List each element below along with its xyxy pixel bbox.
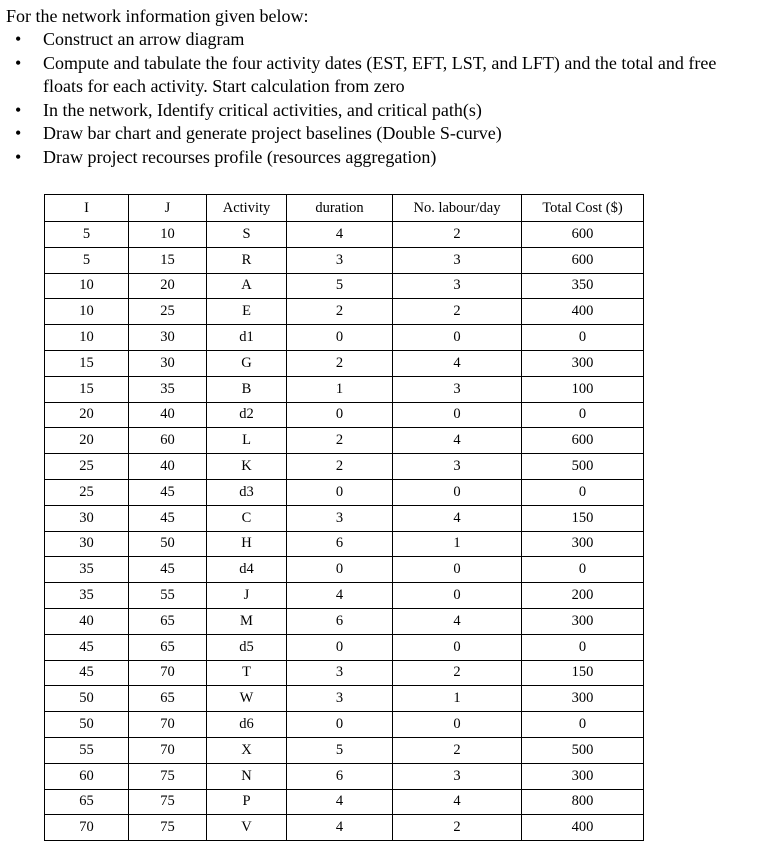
cell-duration: 3	[287, 686, 393, 712]
cell-activity: C	[207, 505, 287, 531]
table-row	[45, 789, 644, 815]
cell-j: 45	[129, 479, 207, 505]
table-row	[45, 273, 644, 299]
cell-duration: 3	[287, 247, 393, 273]
cell-duration: 4	[287, 222, 393, 248]
cell-duration: 6	[287, 608, 393, 634]
cell-labour: 0	[393, 325, 522, 351]
activity-table	[44, 194, 644, 841]
table-body	[45, 222, 644, 841]
cell-total-cost: 800	[522, 789, 644, 815]
cell-activity: R	[207, 247, 287, 273]
table-row	[45, 608, 644, 634]
cell-duration: 4	[287, 815, 393, 841]
header-total-cost: Total Cost ($)	[522, 195, 644, 222]
cell-activity: d5	[207, 634, 287, 660]
cell-duration: 0	[287, 325, 393, 351]
bullet-icon: •	[15, 29, 22, 49]
header-duration: duration	[287, 195, 393, 222]
cell-i: 50	[45, 712, 129, 738]
cell-labour: 4	[393, 428, 522, 454]
cell-total-cost: 200	[522, 583, 644, 609]
cell-j: 70	[129, 660, 207, 686]
cell-duration: 3	[287, 660, 393, 686]
cell-total-cost: 300	[522, 350, 644, 376]
cell-j: 65	[129, 686, 207, 712]
bullet-icon: •	[15, 99, 22, 120]
table-row	[45, 299, 644, 325]
cell-labour: 0	[393, 557, 522, 583]
task-item	[6, 122, 751, 146]
cell-labour: 3	[393, 763, 522, 789]
cell-j: 65	[129, 608, 207, 634]
bullet-icon: •	[15, 123, 22, 143]
intro-heading: For the network information given below:	[6, 6, 309, 26]
cell-i: 30	[45, 505, 129, 531]
cell-total-cost: 300	[522, 531, 644, 557]
cell-total-cost: 0	[522, 479, 644, 505]
table-row	[45, 479, 644, 505]
table-row	[45, 376, 644, 402]
cell-j: 10	[129, 222, 207, 248]
task-item	[6, 28, 751, 52]
cell-j: 25	[129, 299, 207, 325]
cell-total-cost: 0	[522, 325, 644, 351]
cell-total-cost: 300	[522, 686, 644, 712]
cell-duration: 5	[287, 737, 393, 763]
cell-duration: 0	[287, 712, 393, 738]
cell-j: 40	[129, 454, 207, 480]
cell-duration: 2	[287, 454, 393, 480]
cell-labour: 4	[393, 608, 522, 634]
cell-j: 35	[129, 376, 207, 402]
cell-j: 70	[129, 712, 207, 738]
cell-duration: 0	[287, 557, 393, 583]
cell-duration: 0	[287, 402, 393, 428]
cell-i: 15	[45, 350, 129, 376]
assignment-intro	[6, 4, 751, 169]
cell-i: 20	[45, 428, 129, 454]
cell-labour: 4	[393, 505, 522, 531]
cell-i: 50	[45, 686, 129, 712]
table-row	[45, 737, 644, 763]
cell-total-cost: 0	[522, 634, 644, 660]
table-row	[45, 815, 644, 841]
cell-j: 70	[129, 737, 207, 763]
cell-total-cost: 0	[522, 402, 644, 428]
cell-labour: 4	[393, 789, 522, 815]
cell-labour: 3	[393, 454, 522, 480]
table-row	[45, 583, 644, 609]
cell-duration: 0	[287, 479, 393, 505]
cell-i: 45	[45, 660, 129, 686]
cell-total-cost: 0	[522, 712, 644, 738]
task-text: In the network, Identify critical activities, and critical path(s)	[43, 99, 482, 120]
cell-duration: 0	[287, 634, 393, 660]
cell-labour: 0	[393, 712, 522, 738]
cell-labour: 0	[393, 402, 522, 428]
cell-j: 75	[129, 789, 207, 815]
cell-i: 5	[45, 222, 129, 248]
cell-activity: E	[207, 299, 287, 325]
cell-labour: 3	[393, 376, 522, 402]
cell-duration: 1	[287, 376, 393, 402]
cell-labour: 2	[393, 815, 522, 841]
cell-activity: d6	[207, 712, 287, 738]
cell-activity: V	[207, 815, 287, 841]
cell-duration: 6	[287, 763, 393, 789]
cell-labour: 0	[393, 634, 522, 660]
cell-duration: 5	[287, 273, 393, 299]
cell-total-cost: 150	[522, 505, 644, 531]
task-item	[6, 52, 751, 99]
cell-activity: J	[207, 583, 287, 609]
cell-activity: G	[207, 350, 287, 376]
cell-i: 10	[45, 299, 129, 325]
bullet-icon: •	[15, 146, 22, 167]
task-item	[6, 99, 751, 123]
cell-i: 55	[45, 737, 129, 763]
cell-i: 35	[45, 557, 129, 583]
cell-j: 20	[129, 273, 207, 299]
cell-j: 75	[129, 763, 207, 789]
cell-activity: S	[207, 222, 287, 248]
cell-duration: 4	[287, 789, 393, 815]
cell-labour: 0	[393, 479, 522, 505]
table-row	[45, 222, 644, 248]
task-text: Draw project recourses profile (resources aggregation)	[43, 146, 437, 167]
cell-total-cost: 150	[522, 660, 644, 686]
bullet-icon: •	[15, 52, 22, 73]
cell-total-cost: 600	[522, 222, 644, 248]
cell-j: 55	[129, 583, 207, 609]
cell-i: 25	[45, 479, 129, 505]
header-activity: Activity	[207, 195, 287, 222]
cell-activity: W	[207, 686, 287, 712]
cell-j: 45	[129, 557, 207, 583]
table-row	[45, 660, 644, 686]
cell-i: 65	[45, 789, 129, 815]
cell-j: 60	[129, 428, 207, 454]
cell-total-cost: 500	[522, 737, 644, 763]
cell-activity: A	[207, 273, 287, 299]
cell-activity: P	[207, 789, 287, 815]
table-row	[45, 686, 644, 712]
cell-labour: 2	[393, 737, 522, 763]
cell-duration: 2	[287, 350, 393, 376]
cell-i: 5	[45, 247, 129, 273]
task-text: Draw bar chart and generate project baselines (Double S-curve)	[43, 123, 502, 143]
table-row	[45, 428, 644, 454]
cell-duration: 3	[287, 505, 393, 531]
table-row	[45, 325, 644, 351]
cell-duration: 4	[287, 583, 393, 609]
cell-j: 15	[129, 247, 207, 273]
header-labour: No. labour/day	[393, 195, 522, 222]
cell-i: 25	[45, 454, 129, 480]
cell-total-cost: 300	[522, 763, 644, 789]
cell-total-cost: 400	[522, 299, 644, 325]
cell-activity: d2	[207, 402, 287, 428]
cell-j: 65	[129, 634, 207, 660]
cell-duration: 2	[287, 428, 393, 454]
cell-i: 30	[45, 531, 129, 557]
cell-total-cost: 400	[522, 815, 644, 841]
cell-labour: 3	[393, 273, 522, 299]
cell-i: 15	[45, 376, 129, 402]
table-row	[45, 634, 644, 660]
cell-j: 30	[129, 350, 207, 376]
cell-activity: M	[207, 608, 287, 634]
cell-i: 40	[45, 608, 129, 634]
cell-activity: X	[207, 737, 287, 763]
cell-total-cost: 0	[522, 557, 644, 583]
table-row	[45, 505, 644, 531]
task-text: Construct an arrow diagram	[43, 29, 245, 49]
cell-total-cost: 600	[522, 428, 644, 454]
task-list	[6, 28, 751, 169]
cell-j: 30	[129, 325, 207, 351]
cell-activity: B	[207, 376, 287, 402]
task-item	[6, 146, 751, 170]
cell-activity: d4	[207, 557, 287, 583]
header-i: I	[45, 195, 129, 222]
cell-total-cost: 500	[522, 454, 644, 480]
table-header-row	[45, 195, 644, 222]
cell-total-cost: 350	[522, 273, 644, 299]
cell-labour: 0	[393, 583, 522, 609]
cell-labour: 2	[393, 222, 522, 248]
cell-labour: 1	[393, 531, 522, 557]
cell-labour: 2	[393, 660, 522, 686]
cell-activity: N	[207, 763, 287, 789]
cell-activity: H	[207, 531, 287, 557]
cell-total-cost: 100	[522, 376, 644, 402]
cell-labour: 1	[393, 686, 522, 712]
cell-j: 50	[129, 531, 207, 557]
cell-activity: K	[207, 454, 287, 480]
cell-activity: d1	[207, 325, 287, 351]
cell-j: 75	[129, 815, 207, 841]
cell-labour: 4	[393, 350, 522, 376]
cell-activity: d3	[207, 479, 287, 505]
table-row	[45, 350, 644, 376]
cell-j: 40	[129, 402, 207, 428]
cell-i: 60	[45, 763, 129, 789]
table-row	[45, 454, 644, 480]
cell-i: 10	[45, 325, 129, 351]
table-row	[45, 557, 644, 583]
cell-duration: 6	[287, 531, 393, 557]
table-row	[45, 402, 644, 428]
table-row	[45, 712, 644, 738]
cell-activity: T	[207, 660, 287, 686]
table-row	[45, 763, 644, 789]
cell-i: 10	[45, 273, 129, 299]
cell-i: 70	[45, 815, 129, 841]
cell-labour: 3	[393, 247, 522, 273]
cell-total-cost: 600	[522, 247, 644, 273]
header-j: J	[129, 195, 207, 222]
table-row	[45, 531, 644, 557]
cell-activity: L	[207, 428, 287, 454]
task-text: Compute and tabulate the four activity dates (EST, EFT, LST, and LFT) and the total and free floats for each activity. Start calculation from zero	[43, 52, 717, 96]
cell-i: 35	[45, 583, 129, 609]
cell-labour: 2	[393, 299, 522, 325]
cell-total-cost: 300	[522, 608, 644, 634]
table-row	[45, 247, 644, 273]
cell-i: 45	[45, 634, 129, 660]
cell-j: 45	[129, 505, 207, 531]
cell-duration: 2	[287, 299, 393, 325]
cell-i: 20	[45, 402, 129, 428]
